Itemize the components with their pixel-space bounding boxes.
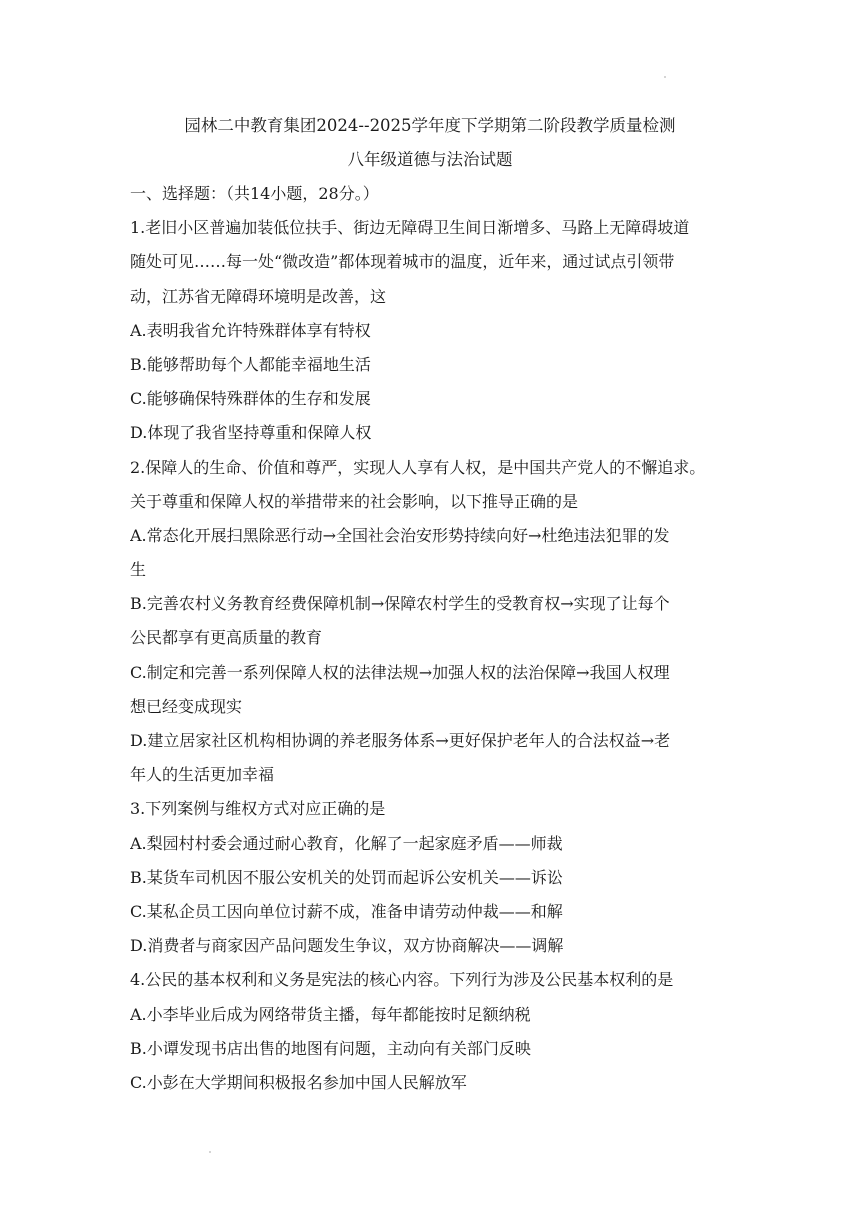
text-line: 一、选择题：（共14小题，28分。） (130, 184, 379, 203)
exam-subtitle: 八年级道德与法治试题 (347, 150, 513, 169)
text-line: 1.老旧小区普遍加装低位扶手、街边无障碍卫生间日渐增多、马路上无障碍坡道 (130, 218, 690, 238)
text-line: 生 (130, 560, 147, 580)
text-line: B.小谭发现书店出售的地图有问题，主动向有关部门反映 (130, 1038, 531, 1058)
scan-speck (664, 76, 666, 78)
text-line: D.消费者与商家因产品问题发生争议，双方协商解决——调解 (130, 936, 564, 956)
text-line: A.小李毕业后成为网络带货主播，每年都能按时足额纳税 (130, 1004, 531, 1024)
text-line: 年人的生活更加幸福 (130, 765, 275, 785)
exam-body (130, 177, 755, 1100)
text-line: 随处可见……每一处“微改造”都体现着城市的温度，近年来，通过试点引领带 (130, 252, 675, 272)
text-line: 想已经变成现实 (130, 696, 243, 716)
text-line: C.制定和完善一系列保障人权的法律法规→加强人权的法治保障→我国人权理 (130, 662, 670, 682)
scan-speck (209, 1151, 211, 1153)
text-line: 公民都享有更高质量的教育 (130, 628, 323, 648)
text-line: C.小彭在大学期间积极报名参加中国人民解放军 (130, 1072, 467, 1092)
text-line: B.某货车司机因不服公安机关的处罚而起诉公安机关——诉讼 (130, 867, 563, 887)
text-line: C.某私企员工因向单位讨薪不成，准备申请劳动仲裁——和解 (130, 901, 563, 921)
text-line: 动，江苏省无障碍环境明是改善，这 (130, 286, 387, 306)
text-line: D.建立居家社区机构相协调的养老服务体系→更好保护老年人的合法权益→老 (130, 731, 671, 750)
text-line: B.能够帮助每个人都能幸福地生活 (130, 354, 371, 374)
exam-title: 园林二中教育集团2024--2025学年度下学期第二阶段教学质量检测 (184, 116, 676, 135)
text-line: 4.公民的基本权利和义务是宪法的核心内容。下列行为涉及公民基本权利的是 (130, 970, 674, 990)
text-line: B.完善农村义务教育经费保障机制→保障农村学生的受教育权→实现了让每个 (130, 594, 670, 614)
text-line: C.能够确保特殊群体的生存和发展 (130, 389, 371, 409)
text-line: 2.保障人的生命、价值和尊严，实现人人享有人权，是中国共产党人的不懈追求。 (130, 457, 706, 477)
text-line: A.梨园村村委会通过耐心教育，化解了一起家庭矛盾——师裁 (130, 833, 563, 853)
text-line: 关于尊重和保障人权的举措带来的社会影响，以下推导正确的是 (130, 491, 579, 511)
text-line: A.常态化开展扫黑除恶行动→全国社会治安形势持续向好→杜绝违法犯罪的发 (130, 525, 670, 545)
text-line: 3.下列案例与维权方式对应正确的是 (130, 799, 386, 819)
text-line: D.体现了我省坚持尊重和保障人权 (130, 423, 372, 443)
text-line: A.表明我省允许特殊群体享有特权 (130, 320, 371, 340)
